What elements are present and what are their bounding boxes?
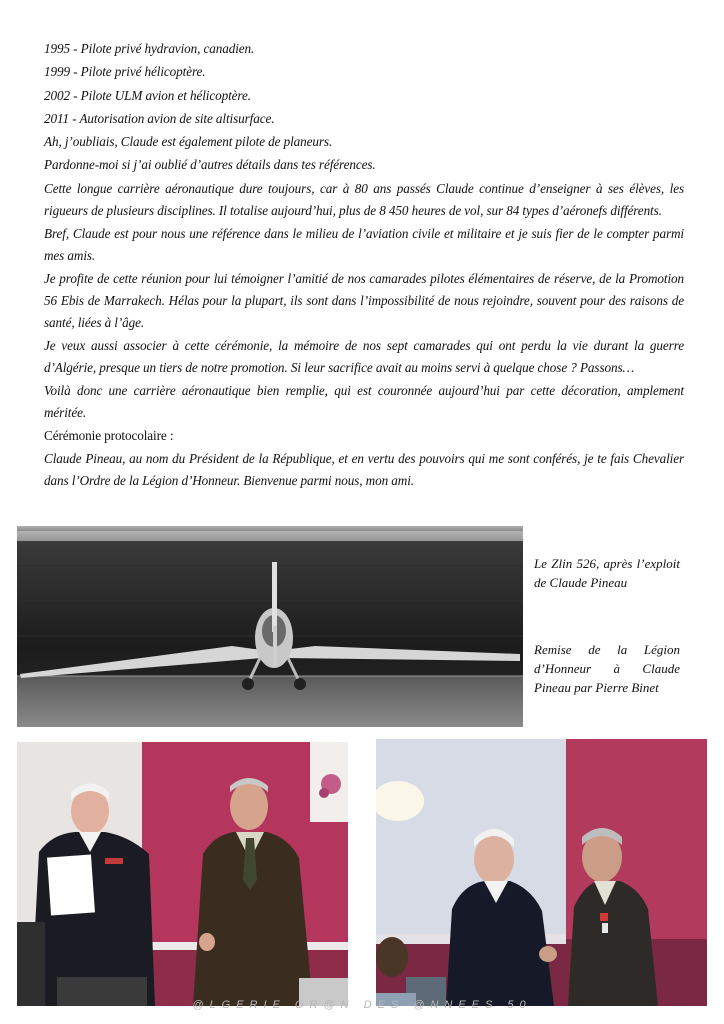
- paragraph: Cette longue carrière aéronautique dure toujours, car à 80 ans passés Claude continue d’enseigner à ses élèves, les rigueurs de plusieurs disciplines. Il totalise aujourd’hui, plus de 8 450 heures de vol, sur 84 types d’aéronefs différents.: [44, 180, 684, 218]
- zlin-aircraft-photo: [17, 526, 523, 727]
- paragraph: Voilà donc une carrière aéronautique bien remplie, qui est couronnée aujourd’hui par cette décoration, amplement méritée.: [44, 382, 684, 420]
- paragraph: Ah, j’oubliais, Claude est également pilote de planeurs.: [44, 134, 333, 150]
- watermark-footer: @LGERIE OR@N DES @NNEES 50: [192, 999, 532, 1011]
- paragraph: 2002 - Pilote ULM avion et hélicoptère.: [44, 87, 251, 103]
- paragraph: 1995 - Pilote privé hydravion, canadien.: [44, 41, 255, 56]
- medal-photo: [376, 739, 707, 1006]
- article-body: [44, 38, 684, 493]
- paragraph: 1999 - Pilote privé hélicoptère.: [44, 64, 206, 80]
- paragraph: Je profite de cette réunion pour lui témoigner l’amitié de nos camarades pilotes élémentaires de réserve, de la Promotion 56 Ebis de Marrakech. Hélas pour la plupart, ils sont dans l’impossibilité de nous rejoindre, souvent pour des raisons de santé, liées à l’âge.: [44, 270, 684, 330]
- ceremony-caption: Remise de la Légion d’Honneur à Claude Pineau par Pierre Binet: [534, 642, 680, 695]
- paragraph: Claude Pineau, au nom du Président de la République, et en vertu des pouvoirs qui me sont conférés, je te fais Chevalier dans l’Ordre de la Légion d’Honneur. Bienvenue parmi nous, mon ami.: [44, 451, 684, 489]
- paragraph: Pardonne-moi si j’ai oublié d’autres détails dans tes références.: [44, 157, 376, 173]
- speech-photo: [17, 742, 348, 1006]
- ceremony-heading: Cérémonie protocolaire :: [44, 428, 174, 444]
- paragraph: Je veux aussi associer à cette cérémonie, la mémoire de nos sept camarades qui ont perdu la vie durant la guerre d’Algérie, presque un tiers de notre promotion. Si leur sacrifice avait au moins servi à quelque chose ? Passons…: [44, 337, 684, 375]
- paragraph: Bref, Claude est pour nous une référence dans le milieu de l’aviation civile et militaire et je suis fier de le compter parmi mes amis.: [44, 225, 684, 263]
- paragraph: 2011 - Autorisation avion de site altisurface.: [44, 110, 275, 126]
- plane-caption: Le Zlin 526, après l’exploit de Claude Pineau: [534, 556, 680, 590]
